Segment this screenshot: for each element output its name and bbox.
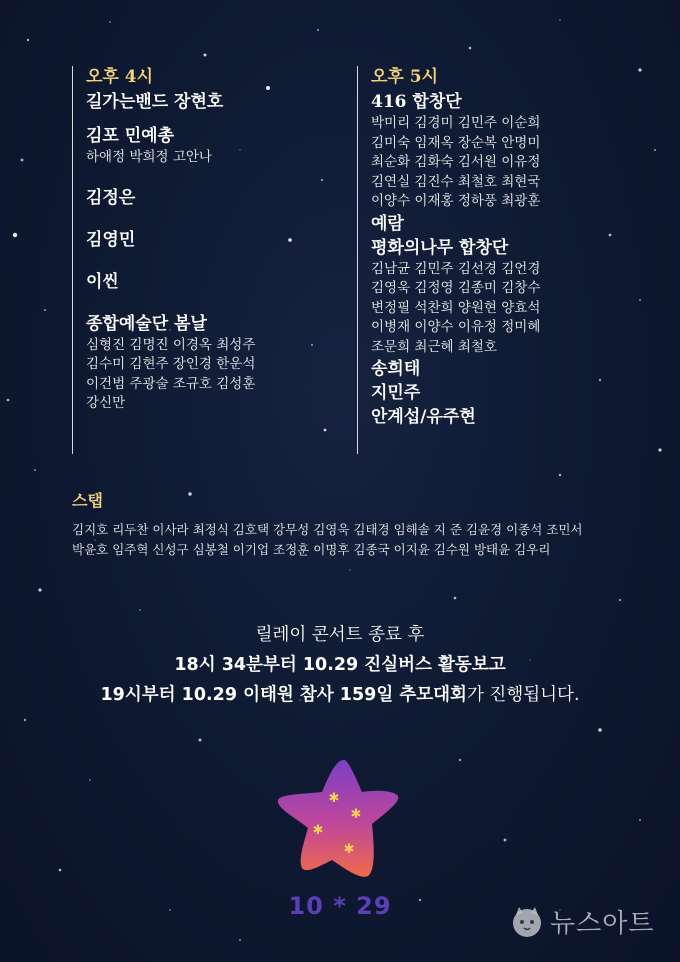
member-names-line: 김수미 김현주 장인경 한운석 [86,356,256,372]
performer-name: 송희태 [371,359,421,379]
performer-block [86,186,316,210]
member-names-line: 이양수 이재홍 정하풍 최광훈 [371,193,541,209]
notice-line-relay-end: 릴레이 콘서트 종료 후 [255,625,425,645]
star-shape [278,760,398,877]
member-names-line: 조문희 최근혜 최철호 [371,338,497,355]
member-names-line: 김남균 김민주 김선경 김언경 [371,260,541,277]
cat-face-icon [510,905,544,939]
notice-memorial-rest: 가 진행됩니다. [466,685,580,705]
svg-text:✱: ✱ [350,807,362,822]
member-names-line: 심형진 김명진 이경옥 최성주 [86,336,256,353]
notice-memorial-highlight: 19시부터 10.29 이태원 참사 159일 추모대회 [100,685,467,705]
event-notice [0,620,680,710]
performer-name: 김포 민예총 [86,126,175,146]
logo-label: 10 * 29 [288,892,392,920]
time-label-5pm: 오후 5시 [371,67,439,87]
1029-star-logo [270,752,410,927]
svg-text:✱: ✱ [312,823,324,838]
time-label-4pm: 오후 4시 [86,67,154,87]
performer-name: 416 합창단 [371,92,462,112]
member-names-line: 최순화 김화숙 김서원 이유정 [371,154,541,170]
notice-line-truth-bus: 18시 34분부터 10.29 진실버스 활동보고 [174,655,506,675]
watermark-text: 뉴스아트 [550,909,655,939]
staff-section [72,490,652,560]
performer-name: 이씬 [86,271,119,292]
staff-names-line: 박윤호 임주혁 신성구 심봉철 이기업 조정훈 이명후 김종국 이지윤 김수원 방태윤 김우리 [72,542,551,557]
performer-name: 종합예술단 봄날 [86,313,207,334]
schedule-column-5pm [357,66,611,454]
notice-line-memorial [0,680,680,710]
performer-block [371,236,611,358]
staff-names-line: 김지호 리두찬 이사라 최정식 김호택 강무성 김영욱 김태경 임해솔 지 준 김윤경 이종석 조민서 [72,522,583,537]
performer-list-5pm [371,90,611,429]
performer-name: 김영민 [86,229,136,250]
member-names-line: 박미리 김경미 김민주 이순희 [371,115,541,131]
member-names-line: 변정필 석찬희 양원현 양효석 [371,299,541,316]
performer-block [371,381,611,405]
performer-block [371,405,611,429]
member-names-line: 김미숙 임재옥 장순복 안명미 [371,134,541,151]
performer-list-4pm [86,90,316,414]
performer-name: 평화의나무 합창단 [371,237,509,258]
performer-name: 김정은 [86,187,136,208]
performer-name: 지민주 [371,383,421,403]
performer-block [86,124,316,168]
performer-block [86,90,316,114]
schedule-column-4pm [72,66,316,454]
performer-name: 안계섭/유주현 [371,407,476,427]
svg-text:✱: ✱ [343,842,355,857]
performer-block [86,228,316,252]
newsart-watermark [510,903,654,940]
member-names-line: 김영욱 김정영 김종미 김창수 [371,280,541,296]
member-names-line: 김연실 김진수 최철호 최현국 [371,173,541,190]
staff-title: 스탭 [72,491,103,510]
performer-block [371,357,611,381]
member-names-line: 하애정 박희정 고안나 [86,149,212,165]
performer-name: 길가는밴드 장현호 [86,92,224,112]
performer-block [86,312,316,414]
performer-name: 예람 [371,213,404,234]
performer-block [371,212,611,236]
performer-block [86,270,316,294]
member-names-line: 강신만 [86,395,126,411]
member-names-line: 이건범 주광술 조규호 김성훈 [86,375,256,392]
performer-block [371,90,611,212]
svg-text:✱: ✱ [328,791,340,806]
member-names-line: 이병재 이양수 이유정 정미혜 [371,319,541,335]
